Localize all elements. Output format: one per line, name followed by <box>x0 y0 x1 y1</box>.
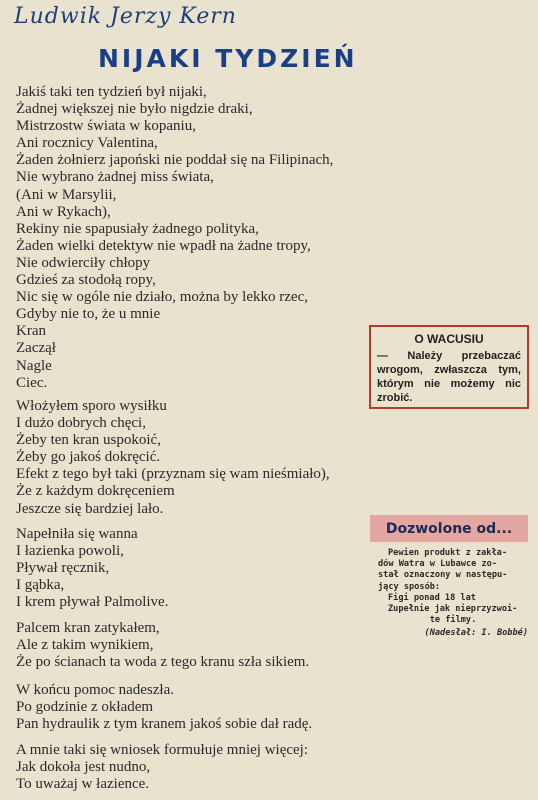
author-signature: Ludwik Jerzy Kern <box>14 4 237 29</box>
sidebar-signature: (Nadesłał: I. Bobbé) <box>424 628 528 639</box>
poem-line: Zaczął <box>16 340 56 357</box>
sidebar-line: Pewien produkt z zakła- <box>388 548 507 558</box>
poem-line: Ani w Rykach), <box>16 203 111 220</box>
sidebar-line: stał oznaczony w następu- <box>378 570 508 581</box>
poem-line: Jakiś taki ten tydzień był nijaki, <box>16 84 207 100</box>
poem-line: Jeszcze się bardziej lało. <box>16 500 164 517</box>
poem-line: Ciec. <box>16 374 48 391</box>
poem-line: Rekiny nie spapusiały żadnego polityka, <box>16 220 259 237</box>
poem-line: Że po ścianach ta woda z tego kranu szła sikiem. <box>16 654 310 671</box>
poem-line: Nagle <box>16 357 52 374</box>
poem-line: Żeby go jakoś dokręcić. <box>16 449 161 466</box>
poem-line: Nie odwierciły chłopy <box>16 254 151 271</box>
sidebar-quote: Figi ponad 18 lat <box>388 592 476 603</box>
sidebar-box-dozwolone-body <box>378 548 528 640</box>
poem-line: Palcem kran zatykałem, <box>16 620 160 636</box>
poem-line: Pan hydraulik z tym kranem jakoś sobie dał radę. <box>16 716 313 733</box>
poem-line: Że z każdym dokręceniem <box>16 483 175 500</box>
stanza-2 <box>16 398 330 518</box>
poem-line: Żaden żołnierz japoński nie poddał się na Filipinach, <box>16 152 334 169</box>
stanza-5 <box>16 682 312 733</box>
sidebar-box-wacus <box>369 325 529 409</box>
stanza-4 <box>16 620 309 671</box>
poem-line: W końcu pomoc nadeszła. <box>16 682 175 698</box>
sidebar-quote: Zupełnie jak nieprzyzwoi- <box>388 604 518 615</box>
poem-line: Mistrzostw świata w kopaniu, <box>16 118 196 135</box>
sidebar-box-title: O WACUSIU <box>414 332 484 346</box>
poem-line: Nie wybrano żadnej miss świata, <box>16 169 214 186</box>
poem-line: (Ani w Marsylii, <box>16 186 117 203</box>
poem-line: To uważaj w łazience. <box>16 776 150 793</box>
poem-line: Jak dokoła jest nudno, <box>16 759 151 776</box>
poem-line: Gdzieś za stodołą ropy, <box>16 272 156 289</box>
poem-line: Ani rocznicy Valentina, <box>16 135 158 152</box>
stanza-6 <box>16 742 308 793</box>
poem-line: Po godzinie z okładem <box>16 699 154 716</box>
sidebar-box-text: — Należy przebaczać wrogom, zwłaszcza tym, którym nie możemy nic zrobić. <box>377 350 521 404</box>
poem-line: Pływał ręcznik, <box>16 560 110 577</box>
poem-line: Żeby ten kran uspokoić, <box>16 432 161 449</box>
poem-line: Żaden wielki detektyw nie wpadł na żadne tropy, <box>16 237 311 254</box>
poem-line: Ale z takim wynikiem, <box>16 637 154 654</box>
sidebar-box-dozwolone-title: Dozwolone od... <box>370 515 528 542</box>
poem-line: I gąbka, <box>16 577 65 594</box>
sidebar-line: jący sposób: <box>378 581 441 592</box>
poem-line: Napełniła się wanna <box>16 526 138 542</box>
poem-line: Efekt z tego był taki (przyznam się wam nieśmiało), <box>16 466 330 483</box>
sidebar-quote: te filmy. <box>429 615 477 626</box>
poem-line: I dużo dobrych chęci, <box>16 415 146 432</box>
poem-line: Kran <box>16 323 46 340</box>
poem-line: A mnie taki się wniosek formułuje mniej więcej: <box>16 742 309 758</box>
stanza-3 <box>16 526 168 611</box>
poem-line: Nic się w ogóle nie działo, można by lekko rzec, <box>16 289 308 306</box>
poem-title: NIJAKI TYDZIEŃ <box>98 44 358 73</box>
poem-line: I krem pływał Palmolive. <box>16 594 169 611</box>
sidebar-line: dów Watra w Lubawce zo- <box>378 559 497 570</box>
poem-line: Gdyby nie to, że u mnie <box>16 306 161 323</box>
poem-line: I łazienka powoli, <box>16 543 124 560</box>
poem-line: Włożyłem sporo wysiłku <box>16 398 167 414</box>
poem-line: Żadnej większej nie było nigdzie draki, <box>16 101 253 118</box>
stanza-1 <box>16 84 333 392</box>
